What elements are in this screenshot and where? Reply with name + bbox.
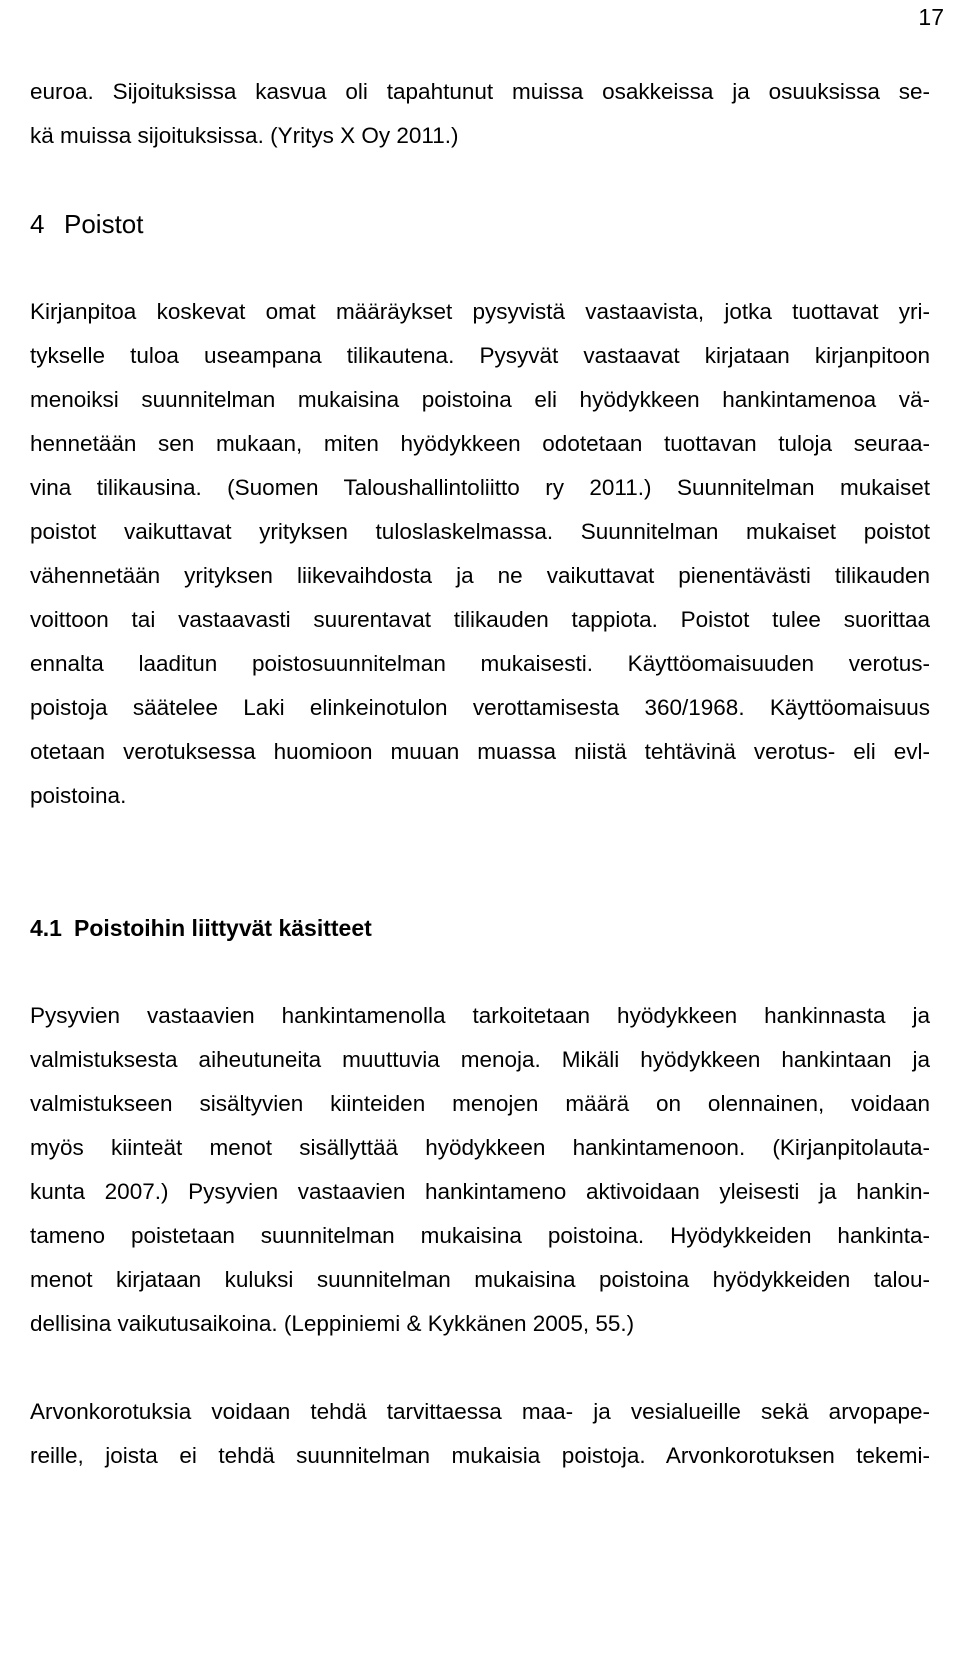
text-line: poistoja säätelee Laki elinkeinotulon verottamisesta 360/1968. Käyttöomaisuus (30, 695, 930, 720)
text-line: ennalta laaditun poistosuunnitelman mukaisesti. Käyttöomaisuuden verotus- (30, 651, 930, 676)
text-line: Kirjanpitoa koskevat omat määräykset pysyvistä vastaavista, jotka tuottavat yri- (30, 299, 930, 324)
paragraph-poistot (30, 290, 930, 818)
text-line: tameno poistetaan suunnitelman mukaisina poistoina. Hyödykkeiden hankinta- (30, 1223, 930, 1248)
text-line: dellisina vaikutusaikoina. (Leppiniemi & Kykkänen 2005, 55.) (30, 1311, 635, 1336)
text-line: Pysyvien vastaavien hankintamenolla tarkoitetaan hyödykkeen hankinnasta ja (30, 1003, 930, 1028)
section-heading-4-1 (30, 906, 930, 950)
text-line: menoiksi suunnitelman mukaisina poistoina eli hyödykkeen hankintamenoa vä- (30, 387, 930, 412)
text-line: hennetään sen mukaan, miten hyödykkeen odotetaan tuottavan tuloja seuraa- (30, 431, 930, 456)
text-line: Arvonkorotuksia voidaan tehdä tarvittaessa maa- ja vesialueille sekä arvopape- (30, 1399, 930, 1424)
text-line: euroa. Sijoituksissa kasvua oli tapahtunut muissa osakkeissa ja osuuksissa se- (30, 79, 930, 104)
section-title: Poistoihin liittyvät käsitteet (74, 915, 372, 941)
section-number: 4.1 (30, 915, 62, 941)
text-line: kunta 2007.) Pysyvien vastaavien hankintameno aktivoidaan yleisesti ja hankin- (30, 1179, 930, 1204)
text-line: myös kiinteät menot sisällyttää hyödykkeen hankintamenoon. (Kirjanpitolauta- (30, 1135, 930, 1160)
section-title: Poistot (64, 209, 144, 239)
text-line: menot kirjataan kuluksi suunnitelman mukaisina poistoina hyödykkeiden talou- (30, 1267, 930, 1292)
text-line: poistot vaikuttavat yrityksen tuloslaskelmassa. Suunnitelman mukaiset poistot (30, 519, 930, 544)
text-line: otetaan verotuksessa huomioon muuan muassa niistä tehtävinä verotus- eli evl- (30, 739, 930, 764)
text-line: vähennetään yrityksen liikevaihdosta ja ne vaikuttavat pienentävästi tilikauden (30, 563, 930, 588)
text-line: vina tilikausina. (Suomen Taloushallintoliitto ry 2011.) Suunnitelman mukaiset (30, 475, 930, 500)
paragraph-kasitteet (30, 994, 930, 1346)
document-body (30, 70, 930, 1478)
section-heading-4 (30, 202, 930, 246)
text-line: valmistuksesta aiheutuneita muuttuvia menoja. Mikäli hyödykkeen hankintaan ja (30, 1047, 930, 1072)
text-line: reille, joista ei tehdä suunnitelman mukaisia poistoja. Arvonkorotuksen tekemi- (30, 1443, 930, 1468)
text-line: valmistukseen sisältyvien kiinteiden menojen määrä on olennainen, voidaan (30, 1091, 930, 1116)
page-number: 17 (918, 4, 944, 30)
text-line: voittoon tai vastaavasti suurentavat tilikauden tappiota. Poistot tulee suorittaa (30, 607, 930, 632)
text-line: poistoina. (30, 783, 127, 808)
text-line: kä muissa sijoituksissa. (Yritys X Oy 2011.) (30, 123, 459, 148)
section-number: 4 (30, 209, 45, 239)
text-line: tykselle tuloa useampana tilikautena. Pysyvät vastaavat kirjataan kirjanpitoon (30, 343, 930, 368)
paragraph-arvonkorotus (30, 1390, 930, 1478)
paragraph-intro (30, 70, 930, 158)
